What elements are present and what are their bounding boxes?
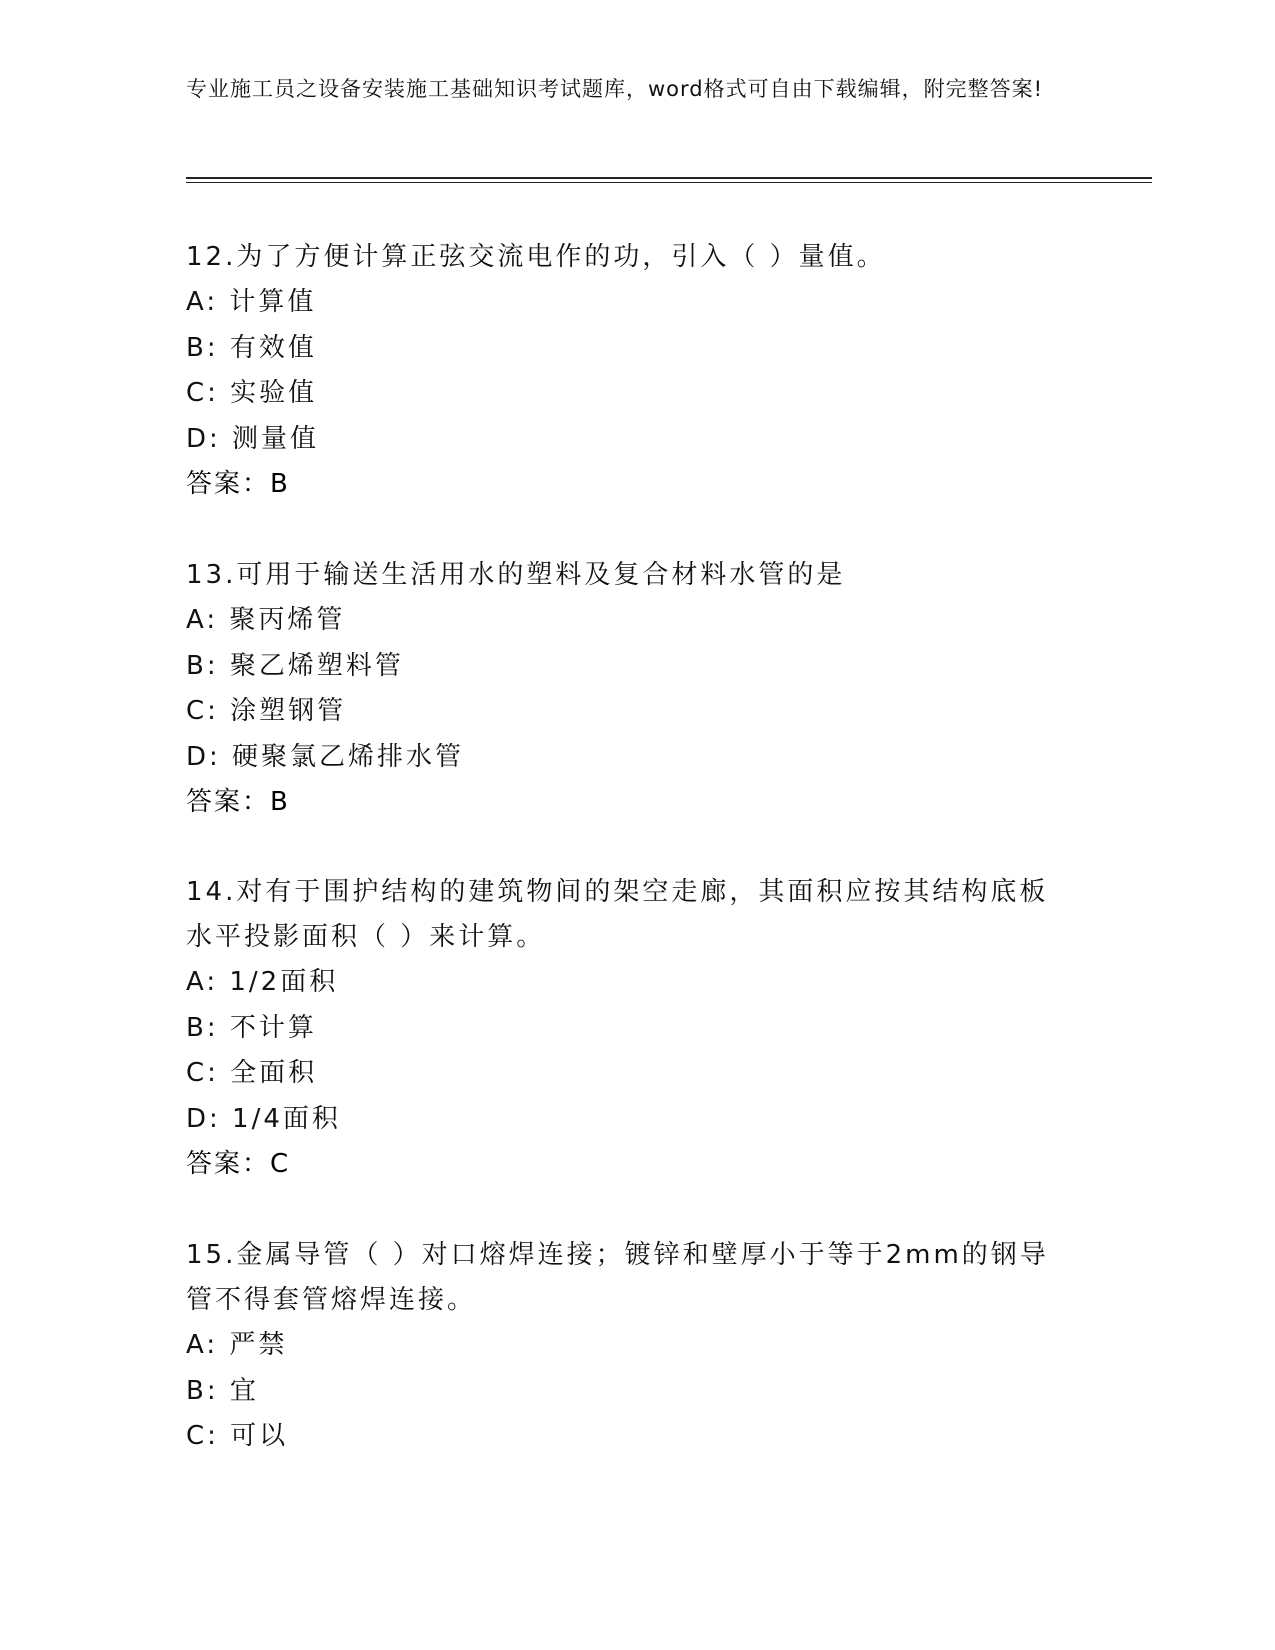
answer: 答案：B — [186, 469, 290, 499]
answer: 答案：B — [186, 787, 290, 817]
header-divider-top — [186, 177, 1152, 179]
question-stem: 13.可用于输送生活用水的塑料及复合材料水管的是 — [186, 560, 846, 590]
document-header: 专业施工员之设备安装施工基础知识考试题库，word格式可自由下载编辑，附完整答案! — [186, 77, 1044, 101]
option-b: B: 有效值 — [186, 332, 317, 363]
option-c: C: 涂塑钢管 — [186, 696, 347, 726]
question-15 — [186, 1233, 1086, 1460]
question-12 — [186, 235, 1086, 507]
question-stem: 12.为了方便计算正弦交流电作的功，引入（ ）量值。 — [186, 242, 886, 272]
option-c: C: 全面积 — [186, 1058, 318, 1088]
option-c: C: 可以 — [186, 1421, 289, 1451]
question-14 — [186, 870, 1086, 1187]
question-stem: 15.金属导管（ ）对口熔焊连接；镀锌和壁厚小于等于2mm的钢导管不得套管熔焊连接。 — [186, 1240, 1049, 1315]
option-b: B: 不计算 — [186, 1012, 317, 1043]
option-a: A: 计算值 — [186, 287, 317, 317]
header-divider-bottom — [186, 182, 1152, 183]
option-b: B: 宜 — [186, 1375, 259, 1406]
option-b: B: 聚乙烯塑料管 — [186, 650, 404, 681]
option-a: A: 严禁 — [186, 1330, 288, 1360]
question-stem: 14.对有于围护结构的建筑物间的架空走廊，其面积应按其结构底板水平投影面积（ ）来计算。 — [186, 877, 1049, 952]
option-d: D: 硬聚氯乙烯排水管 — [186, 741, 465, 772]
answer: 答案：C — [186, 1149, 291, 1179]
option-c: C: 实验值 — [186, 378, 318, 408]
option-a: A: 1/2面积 — [186, 967, 339, 997]
option-a: A: 聚丙烯管 — [186, 605, 346, 635]
option-d: D: 1/4面积 — [186, 1103, 341, 1134]
option-d: D: 测量值 — [186, 423, 320, 454]
question-13 — [186, 553, 1086, 825]
